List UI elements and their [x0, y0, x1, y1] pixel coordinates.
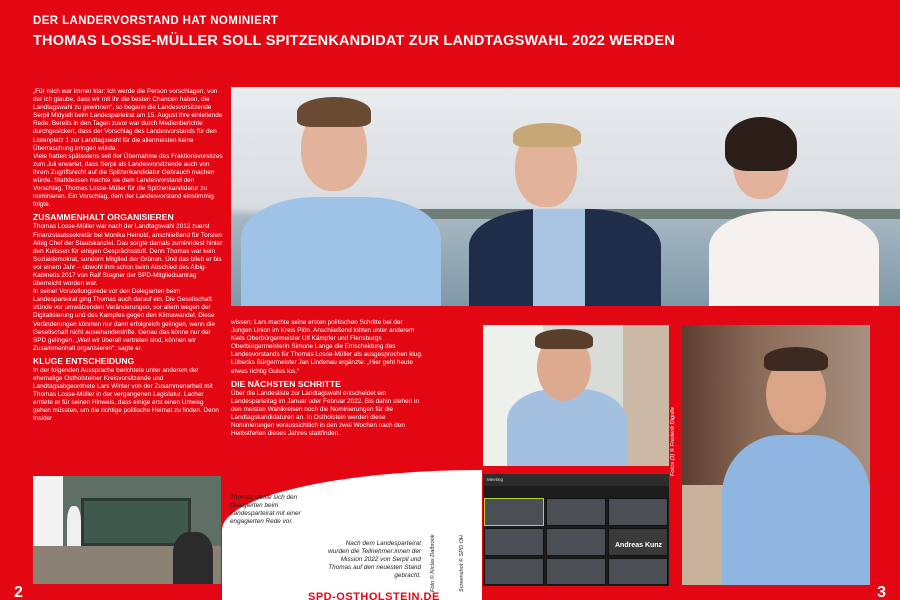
portrait-photo: [682, 325, 870, 585]
credit-foto: Foto © Niclas Dalbrook: [430, 534, 436, 592]
zoom-tile: [484, 528, 544, 556]
intro-paragraph: „Für mich war immer klar: Ich werde die Person vorschlagen, von der ich glaube, dass wir mit ihr die besten Chancen haben, die Landtagswahl zu gewinnen“, so begann die Landesvorsitzende Serpil Midyatli beim Landesparteirat am 15. August ihre einleitende Rede. Bereits in den Tagen zuvor war durch Medienberichte durchgesickert, dass der Vorschlag des Landesvorstands für den Listenplatz 1 zur Landtagswahl für die allermeisten keine Überraschung bringen würde.: [33, 88, 223, 152]
zoom-tile-speaker: Andreas Kunz: [608, 528, 668, 556]
page-number-left: 2: [14, 584, 23, 600]
subhead-zusammenhalt: ZUSAMMENHALT ORGANISIEREN: [33, 212, 174, 223]
caption-zoom: Nach dem Landesparteirat wurden die Teilnehmer:innen der Mission 2022 von Serpil und Thomas auf den neuesten Stand gebracht.: [328, 540, 421, 579]
zoom-tile: [546, 498, 606, 526]
video-conference-screenshot: [483, 474, 669, 586]
kicker: DER LANDERVORSTAND HAT NOMINIERT: [33, 15, 279, 27]
headline: THOMAS LOSSE-MÜLLER SOLL SPITZENKANDIDAT ZUR LANDTAGSWAHL 2022 WERDEN: [33, 33, 675, 49]
zusammenhalt-paragraph-2: In seiner Vorstellungsrede vor den Delegierten beim Landesparteirat ging Thomas auch darauf ein. Die Gesellschaft stünde vor umwälzenden Veränderungen, vor allem wegen der Digitalisierung und des Kampfes gegen den Klimawandel. Diese Veränderungen könnten nur dann erfolgreich gelingen, wenn die Gesellschaft nicht auseinanderdrifte. Genau das könne nur der SPD gelingen. „Weil wir überall vertreten sind, können wir Zusammenhalt organisieren“, sagte er.: [33, 288, 215, 352]
subhead-kluge: KLUGE ENTSCHEIDUNG: [33, 355, 135, 366]
credit-screenshot: Screenshot © SPD OH: [459, 535, 465, 592]
article-column-1: [33, 88, 223, 424]
zoom-tile: [546, 528, 606, 556]
zoom-title: Meeting: [483, 474, 669, 486]
page-number-right: 3: [877, 584, 886, 600]
subhead-schritte: DIE NÄCHSTEN SCHRITTE: [231, 378, 341, 389]
article-column-2: [231, 319, 424, 438]
footer-url[interactable]: SPD-OSTHOLSTEIN.DE: [308, 591, 440, 600]
group-photo: [231, 87, 900, 306]
zoom-tile: [608, 498, 668, 526]
zoom-tile: [484, 498, 544, 526]
credit-fotos: Fotos (3) © Frederik Digulla: [670, 407, 676, 476]
zoom-tile: [608, 558, 668, 585]
continuation-paragraph: wissen: Lars machte seine ersten politischen Schritte bei der Jungen Union im Kreis Plön. Anschließend lobten unter anderem Kiels Oberbürgermeister Ulf Kämpfer und Flensburgs Oberbürgermeisterin Simone Lange die Entscheidung des Landesvorstands für Thomas Losse-Müller als ausgesprochen klug. Lübecks Bürgermeister Jan Lindenau ergänzte: „Hier geht heute etwas richtig Gutes los.“: [231, 319, 423, 375]
zoom-tile: [484, 558, 544, 585]
caption-seminar: Thomas stellte sich den Delegierten beim Landesparteirat mit einer engagierten Rede vor.: [230, 494, 301, 525]
seminar-photo: [33, 476, 221, 584]
zusammenhalt-paragraph: Thomas Losse-Müller war nach der Landtagswahl 2012 zuerst Finanzstaatssekretär bei Monika Heinold, anschließend für Torsten Albig Chef der Staatskanzlei. Das sorgte damals zuminndest hinter den Kulissen für einigen Gesprächsstoff. Denn Thomas war kein Sozialdemokrat, sondern Mitglied der Grünen. Und das blieb er bis vor einem Jahr – obwohl ihm schon beim Abschied des Albig-Kabinetts 2017 von Ralf Stegner der SPD-Mitgliedsantrag überreicht worden war.: [33, 223, 223, 288]
intro-paragraph-2: Viele hatten spätestens seit der Übernahme des Fraktionsvorsitzes zum Juli erwartet, dass Serpil als Landesvorsitzende auch von ihrem Zugriffsrecht auf die Spitzenkandidatur Gebrauch machen würde. Stattdessen machte sie dem Landesvorstand den Vorschlag, Thomas Losse-Müller für die Spitzenkandidatur zu nominieren. Ein Vorschlag, dem der Landesvorstand einstimmig folgte.: [33, 152, 223, 209]
laughing-photo: [483, 325, 669, 466]
caption-panel: [222, 470, 482, 600]
zoom-tile: [546, 558, 606, 585]
schritte-paragraph: Über die Landesliste zur Landtagswahl entscheidet ein Landesparteitag im Januar oder Februar 2022. Bis dahin stehen in den meisten Wahlkreisen noch die Nominierungen für die Landtagskandidaturen an. In Ostholstein werden diese Nominierungen voraussichtlich in den zwei Wochen nach den Herbstferien dieses Jahres stattfinden.: [231, 389, 419, 438]
kluge-paragraph: In der folgenden Aussprache berichtete unter anderem der ehemalige Ostholsteiner Kreisvorsitzende und Landtagsabgeordnete Lars Winter von der Zusammenarbeit mit Thomas Losse-Müller in der vergangenen Legislatur. Lacher erntete er für seinen Hinweis, dass einige erst einen Umweg gehen müssten, um die richtige politische Heimat zu finden. Denn Insider: [33, 366, 219, 423]
